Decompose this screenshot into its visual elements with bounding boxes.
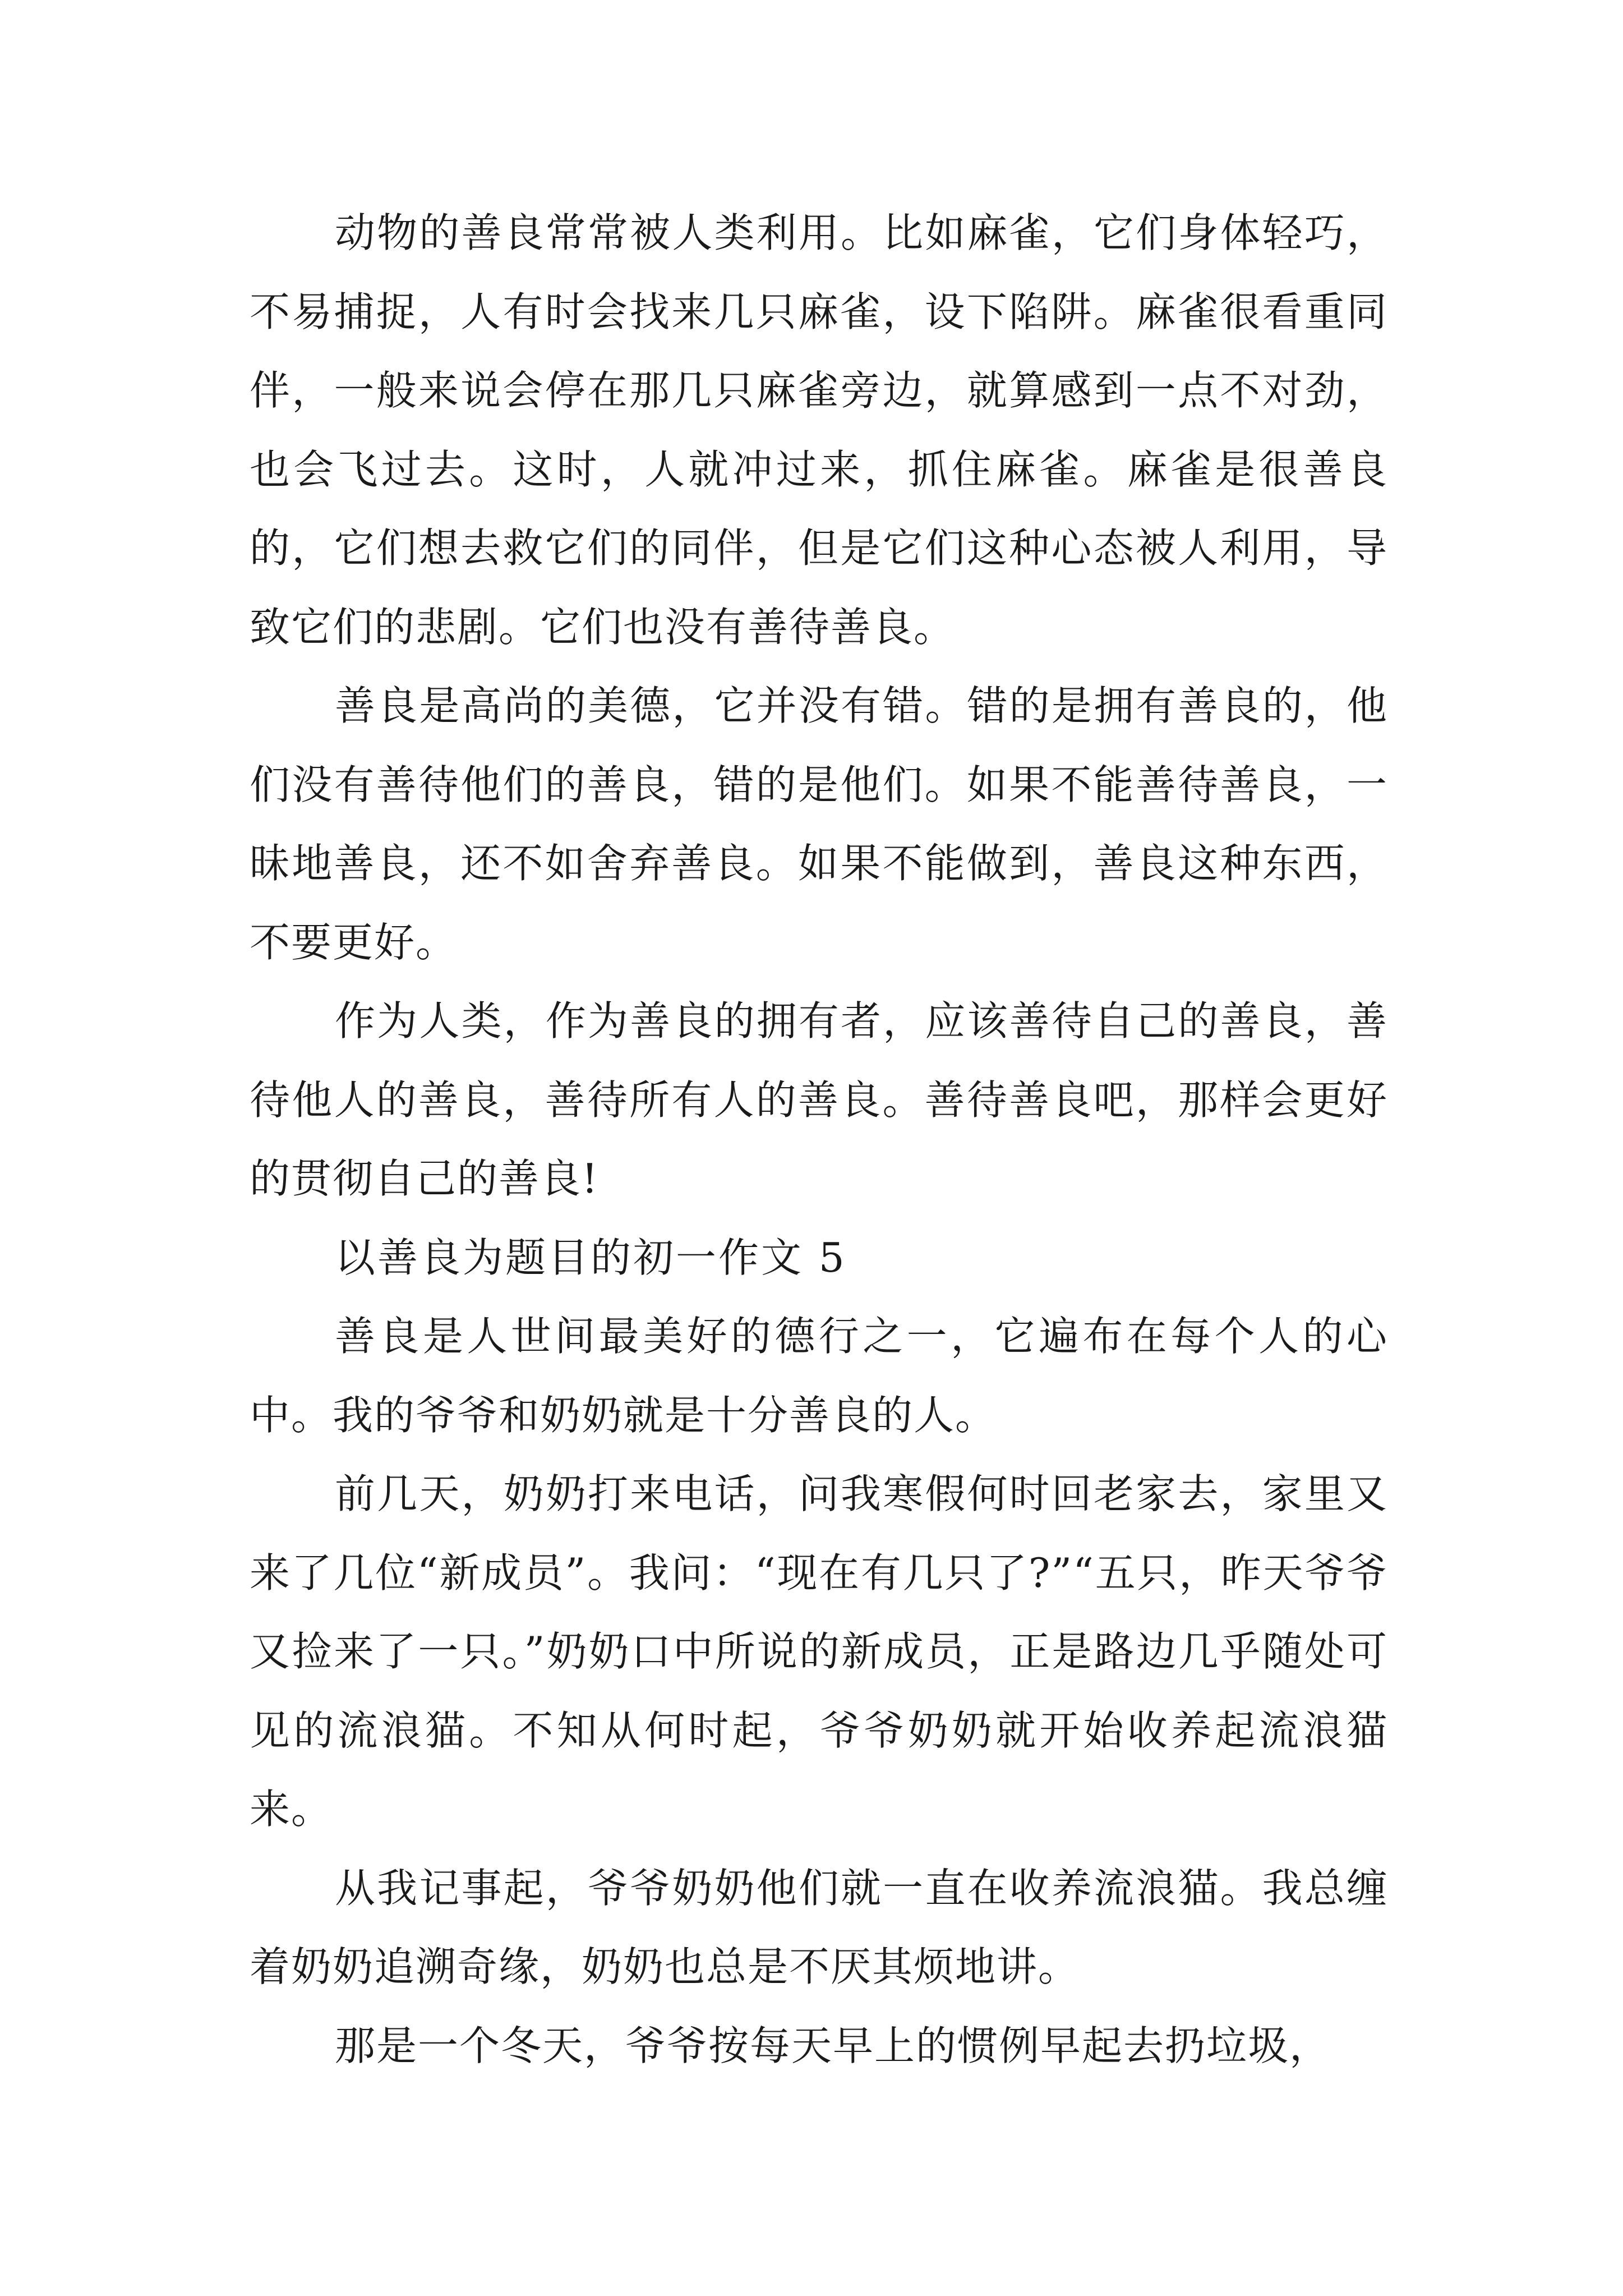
paragraph: 从我记事起，爷爷奶奶他们就一直在收养流浪猫。我总缠着奶奶追溯奇缘，奶奶也总是不厌其烦地讲。: [250, 1864, 1388, 1990]
paragraph: 善良是高尚的美德，它并没有错。错的是拥有善良的，他们没有善待他们的善良，错的是他们。如果不能善待善良，一昧地善良，还不如舍弃善良。如果不能做到，善良这种东西，不要更好。: [250, 682, 1388, 966]
paragraph: 动物的善良常常被人类利用。比如麻雀，它们身体轻巧，不易捕捉，人有时会找来几只麻雀，设下陷阱。麻雀很看重同伴，一般来说会停在那几只麻雀旁边，就算感到一点不对劲，也会飞过去。这时，人就冲过来，抓住麻雀。麻雀是很善良的，它们想去救它们的同伴，但是它们这种心态被人利用，导致它们的悲剧。它们也没有善待善良。: [250, 209, 1388, 651]
paragraph: 前几天，奶奶打来电话，问我寒假何时回老家去，家里又来了几位“新成员”。我问：“现在有几只了?”“五只，昨天爷爷又捡来了一只。”奶奶口中所说的新成员，正是路边几乎随处可见的流浪猫。不知从何时起，爷爷奶奶就开始收养起流浪猫来。: [250, 1470, 1388, 1833]
document-body: [250, 194, 1388, 2085]
paragraph: 作为人类，作为善良的拥有者，应该善待自己的善良，善待他人的善良，善待所有人的善良。善待善良吧，那样会更好的贯彻自己的善良!: [250, 997, 1388, 1202]
paragraph: 善良是人世间最美好的德行之一，它遍布在每个人的心中。我的爷爷和奶奶就是十分善良的人。: [250, 1313, 1388, 1439]
section-title: 以善良为题目的初一作文 5: [335, 1234, 847, 1281]
paragraph: 那是一个冬天，爷爷按每天早上的惯例早起去扔垃圾，: [335, 2022, 1331, 2069]
